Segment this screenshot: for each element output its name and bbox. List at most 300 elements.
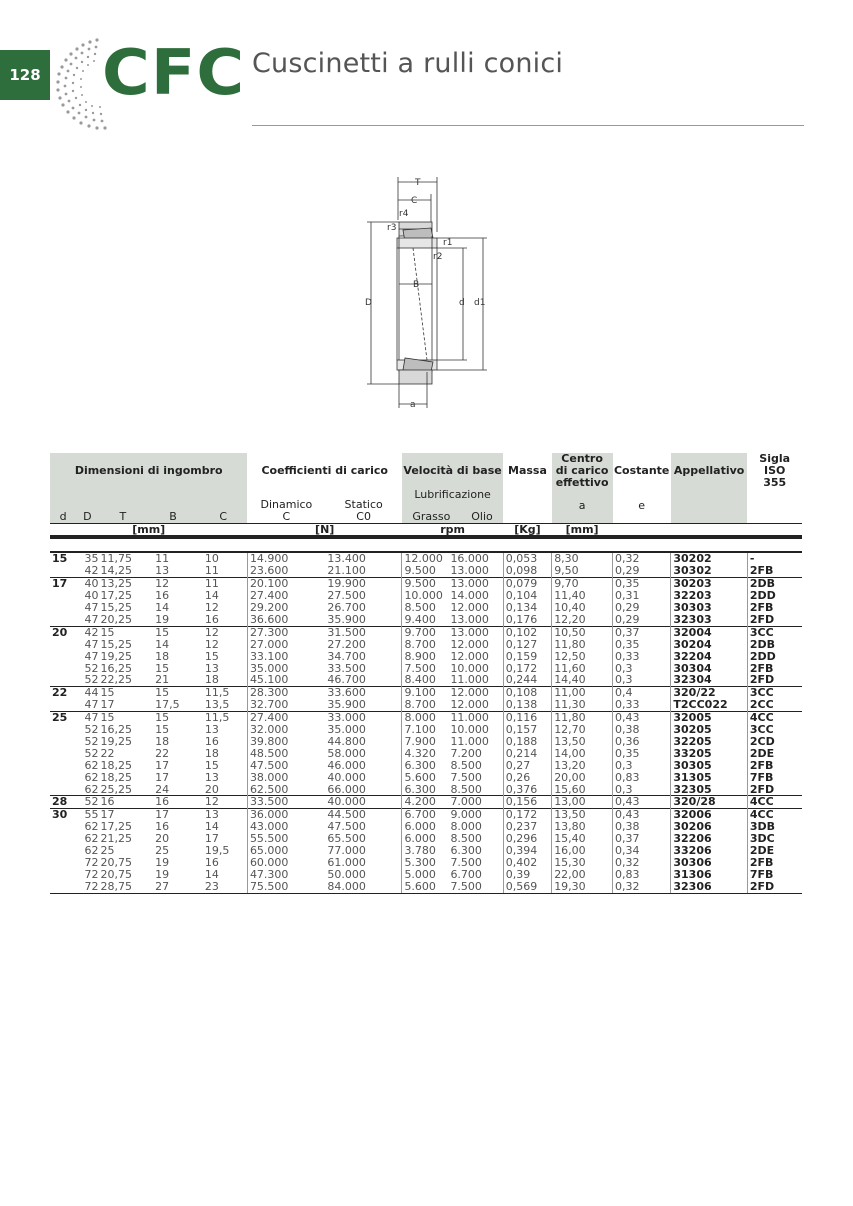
cell-c-dyn: 60.000 xyxy=(247,857,325,869)
table-row xyxy=(50,565,802,577)
cell-b: 17 xyxy=(155,770,170,784)
cell-b: 19 xyxy=(155,856,170,869)
cell-c: 11 xyxy=(199,578,248,590)
cell-b: 19 xyxy=(155,612,170,626)
cell-a: 9,50 xyxy=(552,565,613,577)
sub-T: T xyxy=(99,489,148,523)
unit-mass: [Kg] xyxy=(503,523,551,537)
cell-d xyxy=(50,639,76,651)
sub-D: D xyxy=(76,489,98,523)
cell-iso: 3DB xyxy=(747,821,802,833)
cell-d xyxy=(50,857,76,869)
cell-a: 13,80 xyxy=(552,821,613,833)
cell-iso: 2DE xyxy=(747,845,802,857)
cell-c0: 65.500 xyxy=(327,832,366,846)
table-row xyxy=(50,614,802,626)
cell-olio: 8.500 xyxy=(450,758,482,772)
cell-c0: 26.700 xyxy=(327,600,366,614)
cell-e: 0,43 xyxy=(613,712,671,724)
cell-a: 11,30 xyxy=(552,699,613,711)
cell-c-dyn: 47.300 xyxy=(247,869,325,881)
cell-e: 0,32 xyxy=(613,857,671,869)
sub-grasso: Grasso xyxy=(412,509,451,523)
cell-d: 72 xyxy=(76,881,98,893)
cell-olio: 7.500 xyxy=(450,856,482,869)
cell-a: 13,50 xyxy=(552,809,613,821)
cell-t: 16,25 xyxy=(100,723,133,737)
table-row xyxy=(50,760,802,772)
header-load: Coefficienti di carico xyxy=(261,463,388,477)
cell-c0: 27.200 xyxy=(327,637,366,651)
cell-appellativo: 32006 xyxy=(671,809,748,821)
cell-d xyxy=(50,663,76,675)
cell-a: 13,20 xyxy=(552,760,613,772)
cell-iso: 3CC xyxy=(747,626,802,638)
cell-c0: 44.800 xyxy=(327,734,366,748)
cell-d: 62 xyxy=(84,844,99,858)
cell-olio: 6.300 xyxy=(450,844,482,858)
sub-a: a xyxy=(552,489,613,523)
cell-c-dyn: 75.500 xyxy=(247,881,325,893)
table-row xyxy=(50,674,802,686)
cell-olio: 10.000 xyxy=(450,661,489,675)
cell-d xyxy=(50,565,76,577)
cell-d: 40 xyxy=(84,589,99,603)
cell-c: 14 xyxy=(204,867,219,881)
sub-statico-symbol: C0 xyxy=(356,509,371,523)
cell-b: 20 xyxy=(155,832,170,846)
cell-appellativo: 32205 xyxy=(671,736,748,748)
table-row xyxy=(50,748,802,760)
header-separator xyxy=(50,537,802,552)
cell-c0: 35.900 xyxy=(327,612,366,626)
cell-massa: 0,157 xyxy=(503,724,551,736)
cell-massa: 0,053 xyxy=(503,552,551,565)
cell-e: 0,38 xyxy=(613,724,671,736)
cell-olio: 12.000 xyxy=(450,698,489,712)
cell-appellativo: 320/28 xyxy=(671,796,748,809)
cell-c-dyn: 43.000 xyxy=(247,821,325,833)
cell-grasso: 6.000 xyxy=(402,821,449,833)
cell-c: 12 xyxy=(199,626,248,638)
cell-d: 62 xyxy=(84,832,99,846)
cell-appellativo: 32305 xyxy=(671,784,748,796)
cell-b: 18 xyxy=(155,649,170,663)
cell-iso: 2FB xyxy=(747,663,802,675)
cell-a: 13,50 xyxy=(552,736,613,748)
cell-e: 0,33 xyxy=(613,651,671,663)
cell-massa: 0,102 xyxy=(503,626,551,638)
cell-a: 15,40 xyxy=(552,833,613,845)
cell-e: 0,3 xyxy=(613,674,671,686)
cell-d: 28 xyxy=(50,796,76,809)
cell-olio: 6.700 xyxy=(450,867,482,881)
cell-b: 16 xyxy=(155,589,170,603)
cell-e: 0,34 xyxy=(613,845,671,857)
cell-c0: 34.700 xyxy=(327,649,366,663)
cell-b: 16 xyxy=(147,796,199,809)
cell-d xyxy=(50,724,76,736)
cell-e: 0,3 xyxy=(613,760,671,772)
cell-iso: 2DD xyxy=(747,590,802,602)
cell-c: 17 xyxy=(204,832,219,846)
cell-c-dyn: 27.400 xyxy=(247,712,325,724)
header-designation: Appellativo xyxy=(671,453,748,489)
cell-c-dyn: 36.600 xyxy=(247,614,325,626)
cell-d xyxy=(50,748,76,760)
cell-t: 15,25 xyxy=(100,637,133,651)
table-body xyxy=(50,552,802,893)
cell-c-dyn: 20.100 xyxy=(247,578,325,590)
cell-iso: 2DE xyxy=(747,748,802,760)
label-D: D xyxy=(365,298,372,308)
cell-appellativo: 320/22 xyxy=(671,687,748,699)
label-T: T xyxy=(415,178,421,188)
cell-grasso: 6.000 xyxy=(402,833,449,845)
cell-iso: 4CC xyxy=(747,809,802,821)
cell-d: 72 xyxy=(84,867,99,881)
cell-c: 11,5 xyxy=(199,712,248,724)
cell-appellativo: 32204 xyxy=(671,651,748,663)
cell-appellativo: 33205 xyxy=(671,748,748,760)
cell-d xyxy=(50,590,76,602)
cell-appellativo: 33206 xyxy=(671,845,748,857)
sub-e: e xyxy=(638,498,646,512)
cell-grasso: 7.500 xyxy=(402,663,449,675)
cell-appellativo: 30205 xyxy=(671,724,748,736)
cell-c0: 58.000 xyxy=(327,746,366,760)
cell-a: 12,50 xyxy=(552,651,613,663)
cell-grasso: 9.400 xyxy=(402,614,449,626)
sub-designation xyxy=(671,489,748,523)
table-row xyxy=(50,784,802,796)
cell-c: 10 xyxy=(204,552,219,566)
cell-appellativo: 30306 xyxy=(671,857,748,869)
cell-c0: 33.500 xyxy=(327,661,366,675)
cell-t: 25 xyxy=(100,844,115,858)
cell-appellativo: 30303 xyxy=(671,602,748,614)
label-r4: r4 xyxy=(399,209,409,219)
cell-c0: 35.000 xyxy=(327,723,366,737)
cell-t: 16,25 xyxy=(100,661,133,675)
cell-grasso: 5.600 xyxy=(402,772,449,784)
cell-grasso: 8.700 xyxy=(402,699,449,711)
cell-grasso: 4.200 xyxy=(402,796,449,809)
cell-t: 13,25 xyxy=(99,578,148,590)
cell-b: 11 xyxy=(155,552,170,566)
cell-a: 22,00 xyxy=(552,869,613,881)
sub-lubrication-label: Lubrificazione xyxy=(414,487,491,501)
cell-t: 16 xyxy=(99,796,148,809)
cell-iso: 2DD xyxy=(747,651,802,663)
cell-d: 52 xyxy=(76,796,98,809)
cell-c-dyn: 65.000 xyxy=(247,845,325,857)
sub-dinamico-label: Dinamico xyxy=(260,497,313,511)
cell-appellativo: T2CC022 xyxy=(671,699,748,711)
cell-massa: 0,127 xyxy=(503,639,551,651)
header-constant: Costante xyxy=(613,463,670,477)
cell-d xyxy=(50,736,76,748)
cell-a: 14,00 xyxy=(552,748,613,760)
cell-c: 13 xyxy=(204,770,219,784)
cell-iso: 7FB xyxy=(747,772,802,784)
cell-d: 42 xyxy=(84,564,99,578)
cell-c0: 21.100 xyxy=(327,564,366,578)
cell-iso: 3CC xyxy=(747,687,802,699)
header-center: Centro di carico effettivo xyxy=(552,453,613,489)
bearing-table xyxy=(50,453,802,894)
sub-C: C xyxy=(199,489,248,523)
cell-a: 19,30 xyxy=(552,881,613,893)
cell-c-dyn: 62.500 xyxy=(247,784,325,796)
cell-olio: 16.000 xyxy=(450,552,489,566)
cell-massa: 0,172 xyxy=(503,663,551,675)
cell-c-dyn: 27.400 xyxy=(247,590,325,602)
cell-c: 18 xyxy=(204,746,219,760)
cell-iso: 4CC xyxy=(747,712,802,724)
label-r3: r3 xyxy=(387,223,397,233)
cell-iso: 2CC xyxy=(747,699,802,711)
cell-massa: 0,156 xyxy=(503,796,551,809)
cell-c-dyn: 55.500 xyxy=(247,833,325,845)
cell-c: 15 xyxy=(204,758,219,772)
cell-b: 21 xyxy=(155,673,170,687)
table-row xyxy=(50,639,802,651)
cell-grasso: 9.500 xyxy=(402,565,449,577)
cell-b: 15 xyxy=(155,723,170,737)
cell-e: 0,4 xyxy=(613,687,671,699)
cell-b: 15 xyxy=(147,687,199,699)
cell-grasso: 5.000 xyxy=(402,869,449,881)
cell-c-dyn: 23.600 xyxy=(247,565,325,577)
cell-d xyxy=(50,651,76,663)
cell-b: 12 xyxy=(147,578,199,590)
cell-olio: 13.000 xyxy=(450,612,489,626)
cell-t: 19,25 xyxy=(100,649,133,663)
cell-d xyxy=(50,845,76,857)
cell-olio: 12.000 xyxy=(448,687,503,699)
table-row xyxy=(50,651,802,663)
cell-d: 47 xyxy=(84,637,99,651)
cell-e: 0,32 xyxy=(613,881,671,893)
cell-b: 14 xyxy=(155,637,170,651)
cell-appellativo: 32306 xyxy=(671,881,748,893)
cell-c-dyn: 28.300 xyxy=(247,687,325,699)
cell-massa: 0,159 xyxy=(503,651,551,663)
cell-a: 14,40 xyxy=(552,674,613,686)
cell-grasso: 8.500 xyxy=(402,602,449,614)
sub-olio: Olio xyxy=(471,509,493,523)
cell-iso: 3CC xyxy=(747,724,802,736)
cell-t: 14,25 xyxy=(100,564,133,578)
cell-appellativo: 32303 xyxy=(671,614,748,626)
cell-massa: 0,116 xyxy=(503,712,551,724)
cell-olio: 12.000 xyxy=(450,649,489,663)
cell-c0: 13.400 xyxy=(327,552,366,566)
cell-iso: 2DB xyxy=(747,639,802,651)
cell-c0: 84.000 xyxy=(325,881,402,893)
cell-d: 52 xyxy=(84,734,99,748)
cell-c-dyn: 32.700 xyxy=(247,699,325,711)
cell-a: 20,00 xyxy=(552,772,613,784)
cell-a: 16,00 xyxy=(552,845,613,857)
cell-d: 47 xyxy=(84,600,99,614)
cell-d xyxy=(50,869,76,881)
cell-d xyxy=(50,833,76,845)
cell-olio: 7.000 xyxy=(448,796,503,809)
cell-d: 22 xyxy=(50,687,76,699)
cell-olio: 8.500 xyxy=(450,832,482,846)
cell-iso: 4CC xyxy=(747,796,802,809)
cell-t: 22 xyxy=(100,746,115,760)
sub-lubrication xyxy=(402,489,503,523)
cell-massa: 0,394 xyxy=(503,845,551,857)
cell-appellativo: 30202 xyxy=(671,552,748,565)
cell-c-dyn: 35.000 xyxy=(247,663,325,675)
cell-d: 52 xyxy=(84,661,99,675)
unit-iso xyxy=(747,523,802,537)
cell-t: 21,25 xyxy=(100,832,133,846)
cell-c: 18 xyxy=(204,673,219,687)
cell-massa: 0,104 xyxy=(503,590,551,602)
cell-e: 0,29 xyxy=(613,602,671,614)
cell-d: 55 xyxy=(76,809,98,821)
cell-d xyxy=(50,784,76,796)
cell-t: 20,75 xyxy=(100,856,133,869)
cell-d xyxy=(50,821,76,833)
label-d: d xyxy=(459,298,465,308)
cell-c: 13,5 xyxy=(204,698,230,712)
cell-c: 11 xyxy=(204,564,219,578)
cell-olio: 12.000 xyxy=(450,637,489,651)
cell-b: 22 xyxy=(155,746,170,760)
cell-d: 62 xyxy=(84,770,99,784)
cell-appellativo: 32206 xyxy=(671,833,748,845)
cell-c-dyn: 29.200 xyxy=(247,602,325,614)
cell-iso: 2FD xyxy=(747,674,802,686)
cell-t: 20,75 xyxy=(100,867,133,881)
cell-c: 16 xyxy=(204,734,219,748)
cell-t: 17 xyxy=(100,698,115,712)
cell-c0: 35.900 xyxy=(327,698,366,712)
cell-c: 15 xyxy=(204,649,219,663)
cell-b: 16 xyxy=(155,820,170,834)
cell-olio: 13.000 xyxy=(450,564,489,578)
cell-grasso: 6.700 xyxy=(402,809,449,821)
cell-e: 0,37 xyxy=(613,626,671,638)
cell-appellativo: 30204 xyxy=(671,639,748,651)
cell-b: 25 xyxy=(155,844,170,858)
cell-olio: 11.000 xyxy=(450,734,489,748)
cell-c-dyn: 36.000 xyxy=(247,809,325,821)
header-iso: Sigla ISO 355 xyxy=(759,452,791,489)
cell-iso: 2FB xyxy=(747,760,802,772)
cell-e: 0,29 xyxy=(613,614,671,626)
cell-olio: 10.000 xyxy=(450,723,489,737)
cell-olio: 11.000 xyxy=(450,673,489,687)
sub-iso xyxy=(747,489,802,523)
sub-dinamico-symbol: C xyxy=(282,509,291,523)
cell-olio: 8.500 xyxy=(450,782,482,796)
cell-t: 20,25 xyxy=(100,612,133,626)
cell-grasso: 4.320 xyxy=(402,748,449,760)
cell-olio: 7.500 xyxy=(450,770,482,784)
cell-massa: 0,402 xyxy=(503,857,551,869)
cell-a: 11,80 xyxy=(552,712,613,724)
cell-c: 16 xyxy=(204,612,219,626)
cell-c-dyn: 38.000 xyxy=(247,772,325,784)
cell-d xyxy=(50,674,76,686)
cell-t: 25,25 xyxy=(100,782,133,796)
table-row xyxy=(50,626,802,638)
cell-c-dyn: 33.100 xyxy=(247,651,325,663)
cell-t: 28,75 xyxy=(99,881,148,893)
label-a: a xyxy=(410,400,416,410)
cell-b: 17 xyxy=(155,758,170,772)
cell-grasso: 7.900 xyxy=(402,736,449,748)
header-mass: Massa xyxy=(508,463,547,477)
cell-grasso: 6.300 xyxy=(402,760,449,772)
cell-b: 17 xyxy=(147,809,199,821)
page-number: 128 xyxy=(0,50,50,100)
cell-c-dyn: 48.500 xyxy=(247,748,325,760)
cell-massa: 0,214 xyxy=(503,748,551,760)
cell-massa: 0,569 xyxy=(503,881,551,893)
cell-appellativo: 31305 xyxy=(671,772,748,784)
cell-t: 15,25 xyxy=(100,600,133,614)
cell-c-dyn: 32.000 xyxy=(247,724,325,736)
cell-e: 0,38 xyxy=(613,821,671,833)
cell-massa: 0,172 xyxy=(503,809,551,821)
cell-olio: 12.000 xyxy=(450,600,489,614)
cell-massa: 0,296 xyxy=(503,833,551,845)
cell-olio: 13.000 xyxy=(448,626,503,638)
table-row xyxy=(50,796,802,809)
cell-iso: 2FB xyxy=(747,857,802,869)
cell-massa: 0,376 xyxy=(503,784,551,796)
cell-e: 0,3 xyxy=(613,663,671,675)
cell-d: 47 xyxy=(84,649,99,663)
cell-massa: 0,39 xyxy=(503,869,551,881)
cell-t: 17,25 xyxy=(100,820,133,834)
cell-e: 0,3 xyxy=(613,784,671,796)
cell-d: 52 xyxy=(84,746,99,760)
cell-c: 12 xyxy=(204,600,219,614)
cell-olio: 11.000 xyxy=(448,712,503,724)
cell-e: 0,32 xyxy=(613,552,671,565)
cell-appellativo: 30304 xyxy=(671,663,748,675)
cell-d: 35 xyxy=(84,552,99,566)
cell-massa: 0,237 xyxy=(503,821,551,833)
cell-a: 10,40 xyxy=(552,602,613,614)
cell-c: 13 xyxy=(204,723,219,737)
cell-olio: 14.000 xyxy=(450,589,489,603)
cell-b: 17,5 xyxy=(155,698,180,712)
cell-c0: 77.000 xyxy=(327,844,366,858)
cell-d xyxy=(50,760,76,772)
cell-c: 11,5 xyxy=(199,687,248,699)
cell-d: 30 xyxy=(50,809,76,821)
cell-c: 14 xyxy=(204,820,219,834)
cell-appellativo: 30305 xyxy=(671,760,748,772)
cell-grasso: 12.000 xyxy=(402,552,449,565)
cell-c0: 31.500 xyxy=(325,626,402,638)
cell-c: 12 xyxy=(204,637,219,651)
bearing-diagram xyxy=(355,172,495,412)
cell-d: 62 xyxy=(84,820,99,834)
cell-t: 18,25 xyxy=(100,758,133,772)
cell-b: 15 xyxy=(155,661,170,675)
